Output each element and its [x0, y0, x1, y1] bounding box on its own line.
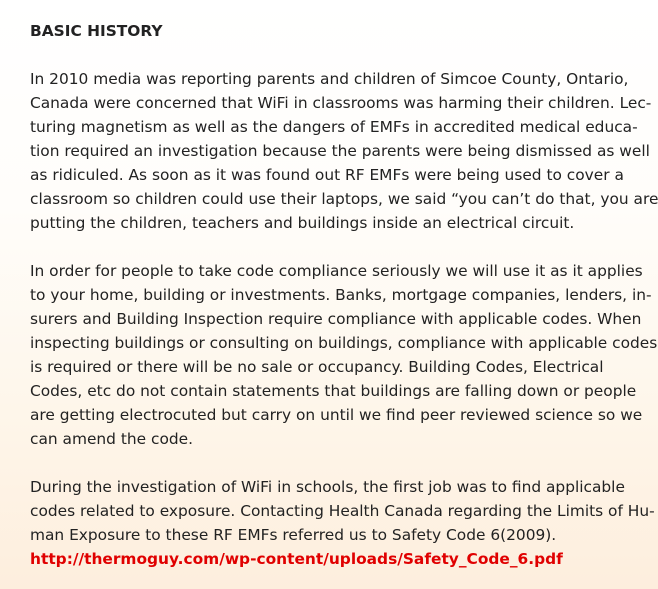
- text-line: putting the children, teachers and buildings inside an electrical circuit.: [30, 214, 575, 232]
- paragraph-history: [30, 67, 658, 235]
- paragraph-code-compliance: [30, 259, 658, 451]
- text-line: During the investigation of WiFi in schools, the first job was to find applicable: [30, 478, 625, 496]
- paragraph-investigation: [30, 475, 655, 571]
- text-line: In 2010 media was reporting parents and children of Simcoe County, Ontario,: [30, 70, 629, 88]
- text-line: are getting electrocuted but carry on until we find peer reviewed science so we: [30, 406, 643, 424]
- text-line: tion required an investigation because the parents were being dismissed as well: [30, 142, 650, 160]
- safety-code-6-link[interactable]: http://thermoguy.com/wp-content/uploads/Safety_Code_6.pdf: [30, 550, 563, 568]
- text-line: man Exposure to these RF EMFs referred us to Safety Code 6(2009).: [30, 526, 557, 544]
- text-line: Codes, etc do not contain statements that buildings are falling down or people: [30, 382, 637, 400]
- text-line: to your home, building or investments. Banks, mortgage companies, lenders, in-: [30, 286, 652, 304]
- section-heading: BASIC HISTORY: [30, 22, 163, 40]
- text-line: classroom so children could use their laptops, we said “you can’t do that, you are: [30, 190, 658, 208]
- text-line: can amend the code.: [30, 430, 194, 448]
- text-line: inspecting buildings or consulting on buildings, compliance with applicable codes: [30, 334, 658, 352]
- text-line: surers and Building Inspection require compliance with applicable codes. When: [30, 310, 642, 328]
- text-line: as ridiculed. As soon as it was found out RF EMFs were being used to cover a: [30, 166, 624, 184]
- text-line: In order for people to take code compliance seriously we will use it as it applies: [30, 262, 643, 280]
- text-line: Canada were concerned that WiFi in classrooms was harming their children. Lec-: [30, 94, 652, 112]
- text-line: codes related to exposure. Contacting Health Canada regarding the Limits of Hu-: [30, 502, 655, 520]
- text-line: is required or there will be no sale or occupancy. Building Codes, Electrical: [30, 358, 604, 376]
- text-line: turing magnetism as well as the dangers of EMFs in accredited medical educa-: [30, 118, 638, 136]
